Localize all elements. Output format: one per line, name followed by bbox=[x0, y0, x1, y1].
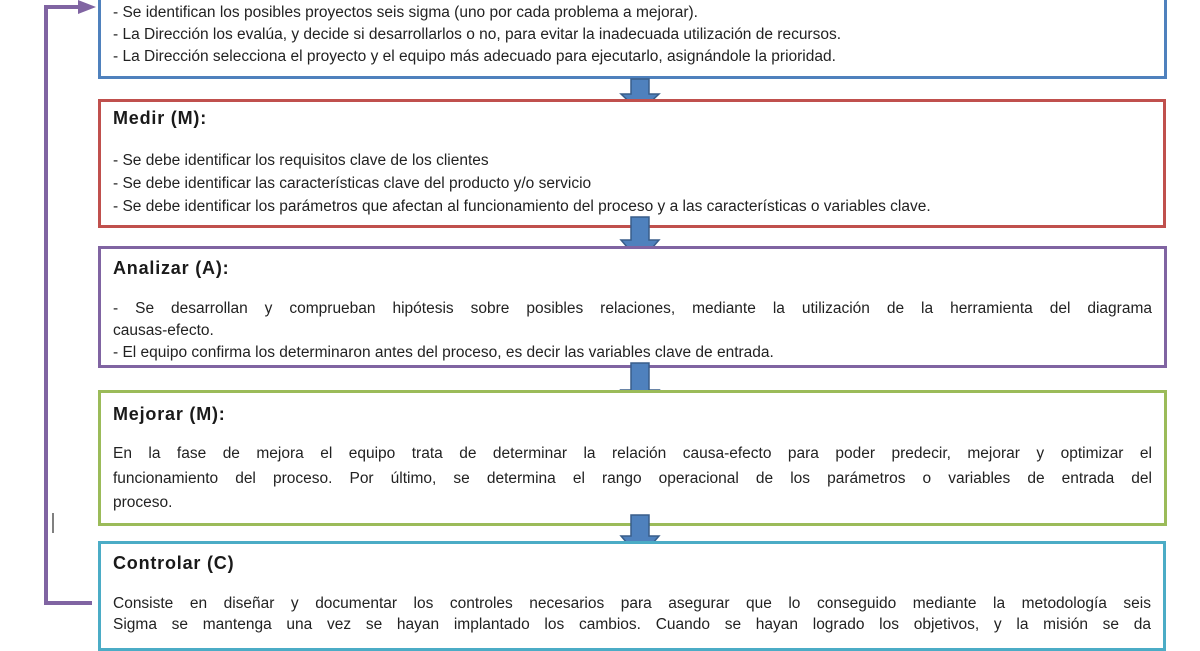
medir-line-2: - Se debe identificar las características clave del producto y/o servicio bbox=[113, 175, 592, 192]
controlar-line-2: Sigma se mantenga una vez se hayan implantado los cambios. Cuando se hayan logrado los objetivos, y la misión se da bbox=[113, 616, 1151, 633]
mejorar-title: Mejorar (M): bbox=[113, 404, 226, 424]
phase-analizar-box bbox=[98, 246, 1167, 368]
mejorar-line-1: En la fase de mejora el equipo trata de determinar la relación causa-efecto para poder predecir, mejorar y optimizar el bbox=[113, 445, 1152, 462]
analizar-line-1: - Se desarrollan y comprueban hipótesis sobre posibles relaciones, mediante la utilización de la herramienta del diagrama bbox=[113, 300, 1152, 317]
definir-line-2: - La Dirección los evalúa, y decide si desarrollarlos o no, para evitar la inadecuada utilización de recursos. bbox=[113, 26, 842, 43]
definir-line-1: - Se identifican los posibles proyectos seis sigma (uno por cada problema a mejorar). bbox=[113, 4, 698, 21]
controlar-title: Controlar (C) bbox=[113, 553, 235, 573]
analizar-title: Analizar (A): bbox=[113, 258, 230, 278]
controlar-line-1: Consiste en diseñar y documentar los controles necesarios para asegurar que lo conseguido mediante la metodología seis bbox=[113, 595, 1151, 612]
medir-title: Medir (M): bbox=[113, 108, 207, 128]
phase-controlar-box bbox=[98, 541, 1166, 651]
analizar-line-2: causas-efecto. bbox=[113, 322, 214, 339]
analizar-line-3: - El equipo confirma los determinaron antes del proceso, es decir las variables clave de entrada. bbox=[113, 344, 774, 361]
medir-line-1: - Se debe identificar los requisitos clave de los clientes bbox=[113, 152, 489, 169]
medir-line-3: - Se debe identificar los parámetros que afectan al funcionamiento del proceso y a las características o variables clave. bbox=[113, 198, 931, 215]
definir-line-3: - La Dirección selecciona el proyecto y el equipo más adecuado para ejecutarlo, asignándole la prioridad. bbox=[113, 48, 836, 65]
mejorar-line-3: proceso. bbox=[113, 494, 173, 511]
phase-definir-box bbox=[98, 0, 1167, 79]
phase-mejorar-box bbox=[98, 390, 1167, 526]
mejorar-line-2: funcionamiento del proceso. Por último, se determina el rango operacional de los parámetros o variables de entrada del bbox=[113, 470, 1152, 487]
phase-medir-box bbox=[98, 99, 1166, 228]
